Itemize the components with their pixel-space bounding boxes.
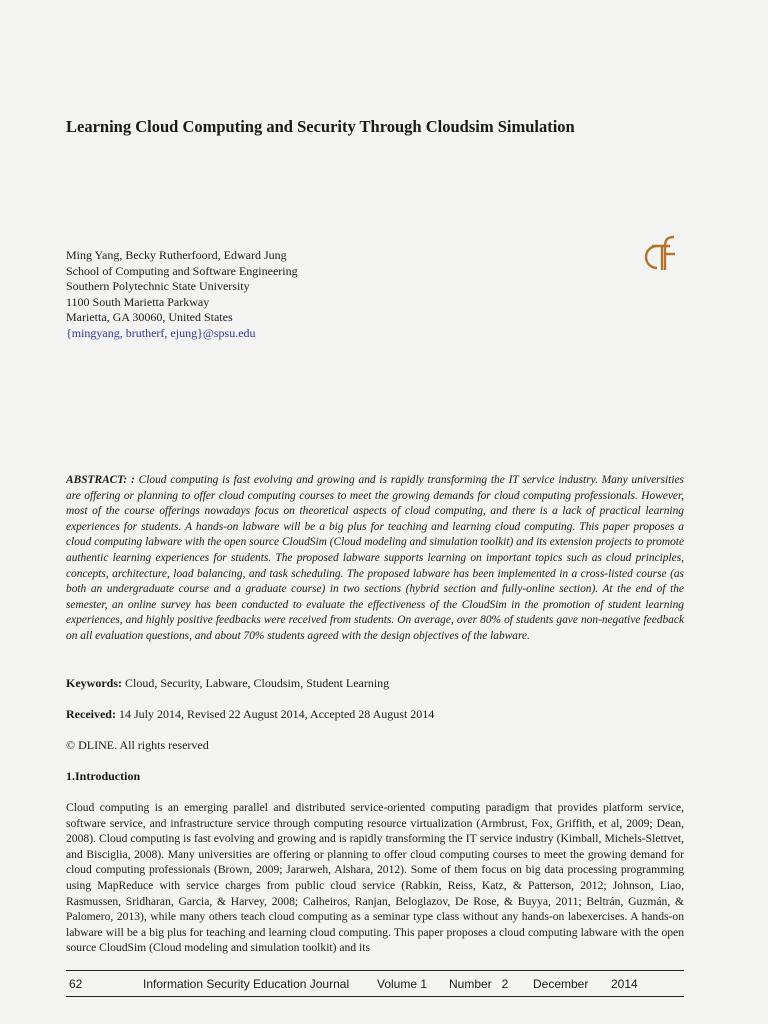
author-names: Ming Yang, Becky Rutherfoord, Edward Jung: [66, 248, 287, 262]
affiliation-line: 1100 South Marietta Parkway: [66, 294, 210, 309]
affiliation-line: School of Computing and Software Engineering: [66, 263, 298, 278]
affiliation-line: Southern Polytechnic State University: [66, 279, 250, 294]
section-heading: 1.Introduction: [66, 769, 141, 783]
author-email[interactable]: {mingyang, brutherf, ejung}@spsu.edu: [66, 325, 256, 340]
abstract: [66, 473, 684, 645]
keywords-line: [66, 676, 684, 691]
issue-year: 2014: [611, 977, 638, 991]
volume-label: Volume 1: [377, 977, 428, 991]
keywords-text: Cloud, Security, Labware, Cloudsim, Student Learning: [125, 676, 390, 690]
paper-title: Learning Cloud Computing and Security Through Cloudsim Simulation: [66, 117, 575, 136]
issue-month: December: [533, 977, 589, 991]
abstract-label: ABSTRACT: :: [66, 474, 135, 486]
footer-rule-bottom: [66, 996, 684, 997]
received-label: Received:: [66, 707, 116, 721]
author-block: [66, 248, 586, 342]
introduction-paragraph: Cloud computing is an emerging parallel and distributed service-oriented computing paradigm that provides platform service, software service, and infrastructure service through computing resource virtualization (Armbrust, Fox, Griffith, et al, 2009; Dean, 2008). Cloud computing is fast evolving and growing and is rapidly transforming the IT service industry (Kimball, Michels-Slettvet, and Bisciglia, 2008). Many universities are offering or planning to offer cloud computing courses to meet the growing demand for cloud computing professionals (Brown, 2009; Jararweh, Alshara, 2012). Some of them focus on big data processing programming using MapReduce with service charges from public cloud service (Rabkin, Reiss, Katz, & Patterson, 2012; Johnson, Liao, Rasmussen, Sridharan, Garcia, & Harvey, 2008; Calheiros, Ranjan, Beloglazov, De Rose, & Buyya, 2011; Beltrán, Guzmán, & Palomero, 2013), while many others teach cloud computing as a seminar type class without any hands-on labexercises. A hands-on labware will be a big plus for teaching and learning cloud computing. This paper proposes a cloud computing labware with the open source CloudSim (Cloud modeling and simulation toolkit) and its: [66, 801, 684, 955]
abstract-text: Cloud computing is fast evolving and growing and is rapidly transforming the IT service industry. Many universities are offering or planning to offer cloud computing courses to meet the growing demands for cloud computing professionals. However, most of the course offerings nowadays focus on theoretical aspects of cloud computing, and there is a lack of practical learning experiences for students. A hands-on labware will be a big plus for teaching and learning cloud computing. This paper proposes a cloud computing labware with the open source CloudSim (Cloud modeling and simulation toolkit) and its extension projects to promote authentic learning experiences for students. The proposed labware supports learning on important topics such as cloud principles, concepts, architecture, load balancing, and task scheduling. The proposed labware has been implemented in a cross-listed course (as both an undergraduate course and a graduate course) in two sections (hybrid section and fully-online section). At the end of the semester, an online survey has been conducted to evaluate the effectiveness of the CloudSim in the promotion of student learning experiences, and highly positive feedbacks were received from students. On average, over 80% of students gave non-negative feedback on all evaluation questions, and about 70% students agreed with the design objectives of the labware.: [66, 474, 684, 642]
dline-logo-icon: [640, 234, 682, 274]
received-text: 14 July 2014, Revised 22 August 2014, Accepted 28 August 2014: [118, 707, 435, 721]
received-line: [66, 707, 684, 722]
page-number: 62: [69, 977, 83, 991]
page-footer: [66, 977, 684, 993]
footer-rule-top: [66, 970, 684, 971]
keywords-label: Keywords:: [66, 676, 122, 690]
affiliation-line: Marietta, GA 30060, United States: [66, 310, 233, 325]
copyright-line: © DLINE. All rights reserved: [66, 738, 209, 752]
journal-name: Information Security Education Journal: [143, 977, 350, 991]
issue-number: Number 2: [449, 977, 509, 991]
